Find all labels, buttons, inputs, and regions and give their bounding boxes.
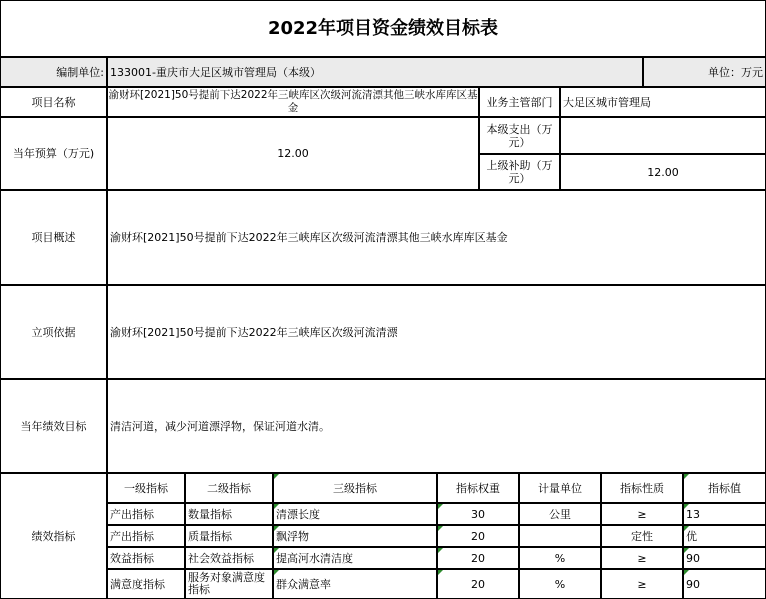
indicator-row-unit [519, 525, 601, 547]
dept-label: 业务主管部门 [479, 87, 560, 117]
indicator-row-weight: 30 [437, 503, 519, 525]
indicator-row-unit: 公里 [519, 503, 601, 525]
project-name-label: 项目名称 [0, 87, 107, 117]
overview-label: 项目概述 [0, 190, 107, 285]
indicator-header-nature: 指标性质 [601, 473, 683, 503]
indicator-header-unit: 计量单位 [519, 473, 601, 503]
indicator-row-nature: ≥ [601, 503, 683, 525]
dept-value: 大足区城市管理局 [560, 87, 766, 117]
indicator-header-level3: 三级指标 [273, 473, 437, 503]
indicator-row-level1: 产出指标 [107, 525, 185, 547]
own-expense-label: 本级支出（万元） [479, 117, 560, 154]
basis-value: 渝财环[2021]50号提前下达2022年三峡库区次级河流清漂 [107, 285, 766, 379]
indicator-row-level3: 清漂长度 [273, 503, 437, 525]
indicator-row-level3: 群众满意率 [273, 569, 437, 599]
budget-value: 12.00 [107, 117, 479, 190]
indicator-row-level2: 社会效益指标 [185, 547, 273, 569]
indicator-row-weight: 20 [437, 547, 519, 569]
indicator-row-nature: ≥ [601, 569, 683, 599]
indicator-row-value: 13 [683, 503, 766, 525]
indicator-row-weight: 20 [437, 569, 519, 599]
indicator-row-unit: % [519, 547, 601, 569]
project-name-value: 渝财环[2021]50号提前下达2022年三峡库区次级河流清漂其他三峡水库库区基金 [107, 87, 479, 117]
indicator-row-nature: 定性 [601, 525, 683, 547]
budget-label: 当年预算（万元) [0, 117, 107, 190]
unit-value: 133001-重庆市大足区城市管理局（本级） [107, 57, 643, 87]
currency-unit: 单位：万元 [643, 57, 766, 87]
indicator-row-unit: % [519, 569, 601, 599]
indicator-row-level2: 数量指标 [185, 503, 273, 525]
indicator-row-level1: 满意度指标 [107, 569, 185, 599]
own-expense-value [560, 117, 766, 154]
indicator-row-weight: 20 [437, 525, 519, 547]
indicator-row-level3: 提高河水清洁度 [273, 547, 437, 569]
indicator-row-level2: 质量指标 [185, 525, 273, 547]
superior-subsidy-value: 12.00 [560, 154, 766, 190]
indicator-row-nature: ≥ [601, 547, 683, 569]
indicator-row-value: 90 [683, 569, 766, 599]
superior-subsidy-label: 上级补助（万元） [479, 154, 560, 190]
indicator-header-level2: 二级指标 [185, 473, 273, 503]
sheet-title: 2022年项目资金绩效目标表 [0, 0, 766, 57]
indicator-row-level3: 飘浮物 [273, 525, 437, 547]
indicator-header-weight: 指标权重 [437, 473, 519, 503]
indicator-header-level1: 一级指标 [107, 473, 185, 503]
indicator-row-value: 90 [683, 547, 766, 569]
indicator-row-level1: 产出指标 [107, 503, 185, 525]
indicator-header-value: 指标值 [683, 473, 766, 503]
indicator-row-level2: 服务对象满意度指标 [185, 569, 273, 599]
basis-label: 立项依据 [0, 285, 107, 379]
indicators-label: 绩效指标 [0, 473, 107, 599]
overview-value: 渝财环[2021]50号提前下达2022年三峡库区次级河流清漂其他三峡水库库区基金 [107, 190, 766, 285]
indicator-row-level1: 效益指标 [107, 547, 185, 569]
goal-value: 清洁河道，减少河道漂浮物，保证河道水清。 [107, 379, 766, 473]
unit-label: 编制单位: [0, 57, 107, 87]
indicator-row-value: 优 [683, 525, 766, 547]
goal-label: 当年绩效目标 [0, 379, 107, 473]
